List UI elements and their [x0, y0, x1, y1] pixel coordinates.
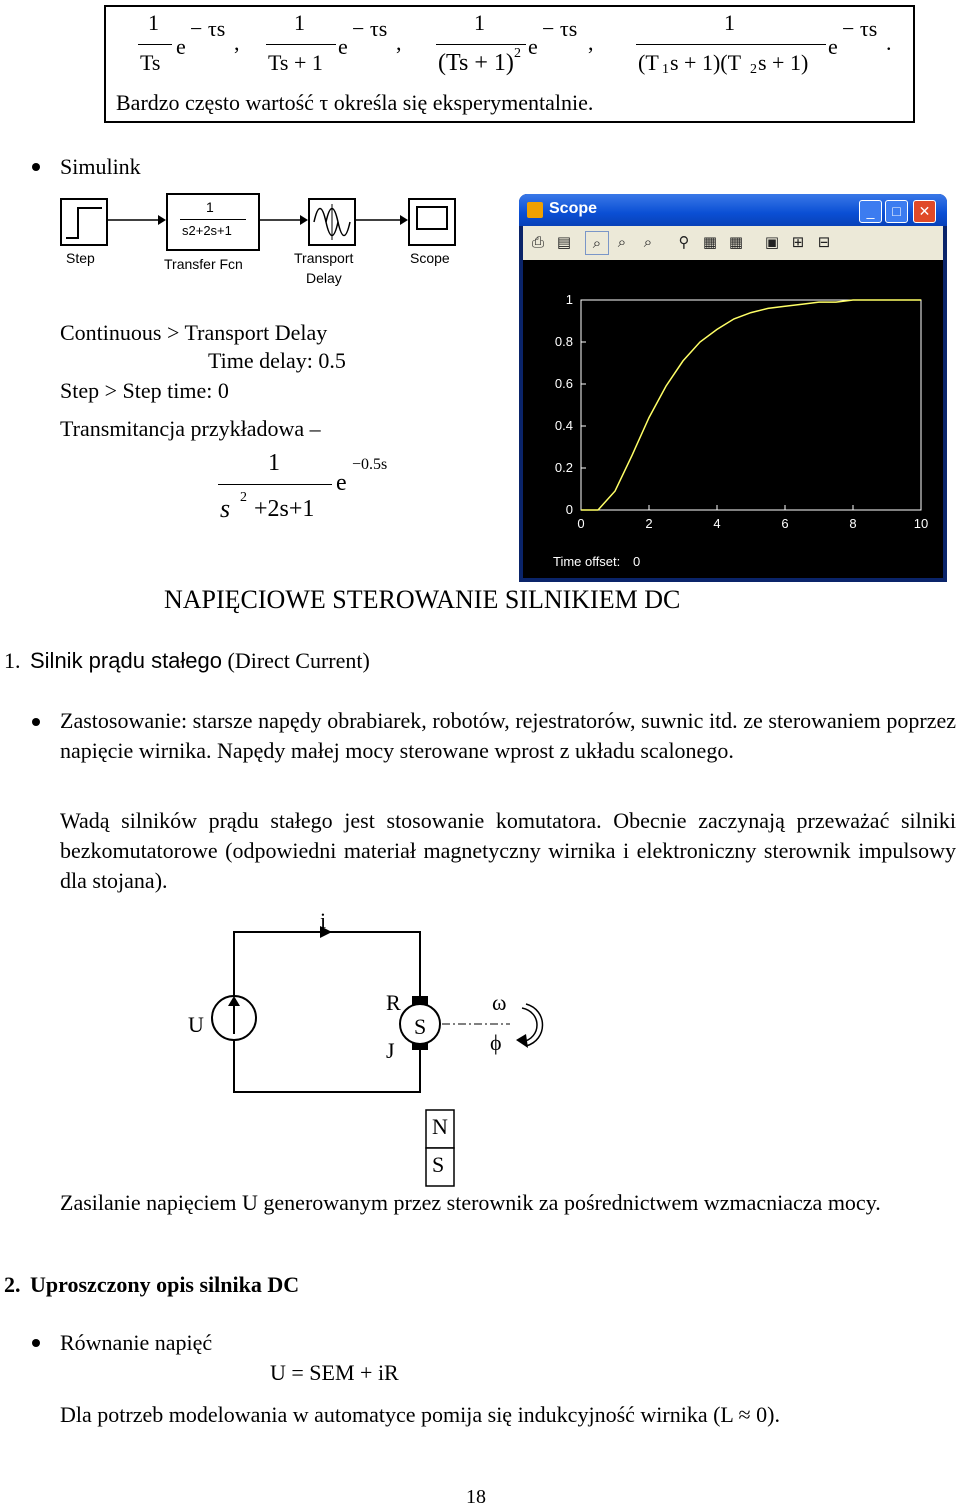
y-tick-label: 0 — [565, 502, 573, 517]
magnet-n-label: N — [432, 1114, 448, 1139]
tau-note: Bardzo często wartość τ określa się eksperymentalnie. — [116, 90, 594, 115]
f4-numerator: 1 — [724, 10, 735, 35]
f1-exp-base: e — [176, 34, 186, 59]
close-icon[interactable]: ✕ — [913, 200, 936, 223]
transfer-fcn-label: Transfer Fcn — [164, 256, 243, 272]
arrow-delay-to-scope — [354, 208, 408, 232]
x-tick-label: 10 — [913, 516, 929, 531]
phi-label: ϕ — [490, 1030, 502, 1055]
x-tick-label: 2 — [645, 516, 653, 531]
scope-title: Scope — [549, 200, 598, 217]
zoom-y-icon[interactable]: ⌕ — [643, 233, 653, 251]
section2-title: Uproszczony opis silnika DC — [30, 1272, 300, 1297]
paragraph-commutator: Wadą silników prądu stałego jest stosowanie komutatora. Obecnie zaczynają przeważać silniki bezkomutatorowe (odpowiedni materiał magnetyczny wirnika i elektroniczny sterownik impulsowy dla stojana). — [60, 808, 956, 893]
delay-label-line1: Transport — [294, 250, 354, 266]
x-tick-label: 0 — [577, 516, 585, 531]
step-time-setting: Step > Step time: 0 — [60, 378, 229, 403]
y-tick-label: 0.2 — [554, 460, 573, 475]
f4-fraction-bar — [636, 44, 826, 45]
y-tick-label: 1 — [565, 292, 573, 307]
f3-exponent: − τs — [542, 16, 578, 41]
example-tf-den-rest: +2s+1 — [254, 496, 315, 522]
section2-number: 2. — [4, 1272, 21, 1297]
magnet-s-label: S — [432, 1152, 445, 1177]
f4-denominator-a: (T — [638, 50, 659, 75]
x-tick-label: 8 — [849, 516, 857, 531]
f4-denominator-c: s + 1) — [758, 50, 809, 75]
f4-denominator-b: s + 1)(T — [670, 50, 742, 75]
f2-separator: , — [396, 30, 402, 55]
f4-sub2: 2 — [750, 62, 757, 77]
signal-selection-icon[interactable]: ⊟ — [817, 233, 831, 251]
inertia-label: J — [386, 1038, 395, 1063]
voltage-equation-heading: Równanie napięć — [60, 1330, 213, 1355]
f2-denominator: Ts + 1 — [268, 50, 323, 75]
y-tick-label: 0.4 — [554, 418, 573, 433]
example-tf-exp-power: −0.5s — [352, 456, 388, 473]
example-tf-den-sq: 2 — [240, 490, 247, 505]
time-delay-setting: Time delay: 0.5 — [208, 348, 346, 373]
section1-title-bold: Silnik prądu stałego — [30, 648, 223, 673]
f3-fraction-bar — [436, 44, 526, 45]
print-icon[interactable]: ⎙ — [531, 233, 544, 251]
f2-exponent: − τs — [352, 16, 388, 41]
f1-fraction-bar — [138, 44, 172, 45]
f3-numerator: 1 — [474, 10, 485, 35]
x-tick-label: 6 — [781, 516, 789, 531]
step-block[interactable] — [60, 198, 108, 246]
f4-exp-base: e — [828, 34, 838, 59]
save-axes-icon[interactable]: ▦ — [702, 233, 718, 251]
f3-exp-base: e — [528, 34, 538, 59]
zoom-icon[interactable]: ⌕ — [585, 231, 609, 255]
plot-frame — [581, 300, 921, 510]
matlab-logo-icon — [527, 202, 543, 218]
page-number: 18 — [466, 1486, 486, 1508]
parameters-icon[interactable]: ▤ — [556, 233, 572, 251]
scope-label: Scope — [410, 250, 450, 266]
tf-block-bar — [180, 219, 246, 220]
f2-fraction-bar — [266, 44, 336, 45]
bullet-dot — [32, 163, 40, 171]
f1-separator: , — [234, 30, 240, 55]
y-tick-label: 0.6 — [554, 376, 573, 391]
f3-separator: , — [588, 30, 594, 55]
maximize-icon[interactable]: □ — [885, 200, 908, 223]
minimize-icon[interactable]: _ — [859, 200, 882, 223]
delay-wave-icon — [310, 200, 354, 244]
section-heading: NAPIĘCIOWE STEROWANIE SILNIKIEM DC — [164, 585, 681, 614]
voltage-equation: U = SEM + iR — [270, 1360, 399, 1385]
paragraph-application: Zastosowanie: starsze napędy obrabiarek, robotów, rejestratorów, suwnic itd. ze sterowaniem poprzez napięcie wirnika. Napędy małej mocy sterowane wprost z układu scalonego. — [60, 708, 956, 763]
f4-exponent: − τs — [842, 16, 878, 41]
x-tick-label: 4 — [713, 516, 721, 531]
example-transmittance-label: Transmitancja przykładowa – — [60, 416, 321, 441]
autoscale-icon[interactable]: ⚲ — [678, 233, 690, 251]
restore-axes-icon[interactable]: ▦ — [728, 233, 744, 251]
tf-block-numerator: 1 — [206, 199, 214, 215]
time-offset-label: Time offset: — [553, 554, 621, 569]
floating-scope-icon[interactable]: ▣ — [764, 233, 780, 251]
scope-plot-area — [523, 260, 943, 578]
step-icon — [62, 200, 106, 244]
scope-toolbar — [523, 226, 943, 260]
omega-label: ω — [492, 990, 507, 1015]
f3-square: 2 — [514, 46, 521, 61]
section1-title-rest: (Direct Current) — [222, 648, 370, 673]
time-offset-value: 0 — [633, 554, 641, 569]
step-label: Step — [66, 250, 95, 266]
scope-window — [519, 194, 947, 582]
arrow-tf-to-delay — [258, 208, 308, 232]
bullet-dot — [32, 1339, 40, 1347]
voltage-label: U — [188, 1012, 204, 1037]
f4-separator: . — [886, 30, 892, 55]
tf-block-denominator: s2+2s+1 — [182, 223, 232, 238]
f3-denominator: (Ts + 1) — [438, 50, 514, 76]
delay-label-line2: Delay — [306, 270, 342, 286]
zoom-x-icon[interactable]: ⌕ — [617, 233, 627, 251]
scope-titlebar[interactable] — [519, 194, 947, 226]
scope-screen-icon — [416, 206, 448, 230]
example-tf-den-s: s — [220, 494, 231, 523]
scope-chart — [523, 260, 943, 550]
bullet-dot — [32, 718, 40, 726]
resistance-label: R — [386, 990, 401, 1015]
paragraph-inductance: Dla potrzeb modelowania w automatyce pomija się indukcyjność wirnika (L ≈ 0). — [60, 1402, 780, 1427]
arrow-step-to-tf — [106, 208, 166, 232]
f1-denominator: Ts — [140, 50, 161, 75]
f1-exponent: − τs — [190, 16, 226, 41]
simulink-heading: Simulink — [60, 154, 141, 179]
section1-title — [30, 646, 370, 676]
current-label: i — [320, 908, 327, 933]
f1-numerator: 1 — [148, 10, 159, 35]
scope-block[interactable] — [408, 198, 456, 246]
example-tf-numerator: 1 — [268, 450, 280, 476]
lock-axes-icon[interactable]: ⊞ — [791, 233, 805, 251]
motor-s-label: S — [414, 1014, 427, 1039]
f2-numerator: 1 — [294, 10, 305, 35]
dc-motor-circuit — [150, 900, 570, 1190]
section1-number: 1. — [4, 648, 21, 673]
f2-exp-base: e — [338, 34, 348, 59]
example-tf-exp-base: e — [336, 470, 347, 496]
f4-sub1: 1 — [662, 62, 669, 77]
transport-delay-block[interactable] — [308, 198, 356, 246]
example-tf-bar — [218, 484, 332, 485]
paragraph-supply: Zasilanie napięciem U generowanym przez sterownik za pośrednictwem wzmacniacza mocy. — [60, 1190, 881, 1215]
y-tick-label: 0.8 — [554, 334, 573, 349]
transfer-fcn-block[interactable] — [166, 193, 260, 251]
transport-delay-path: Continuous > Transport Delay — [60, 320, 328, 345]
